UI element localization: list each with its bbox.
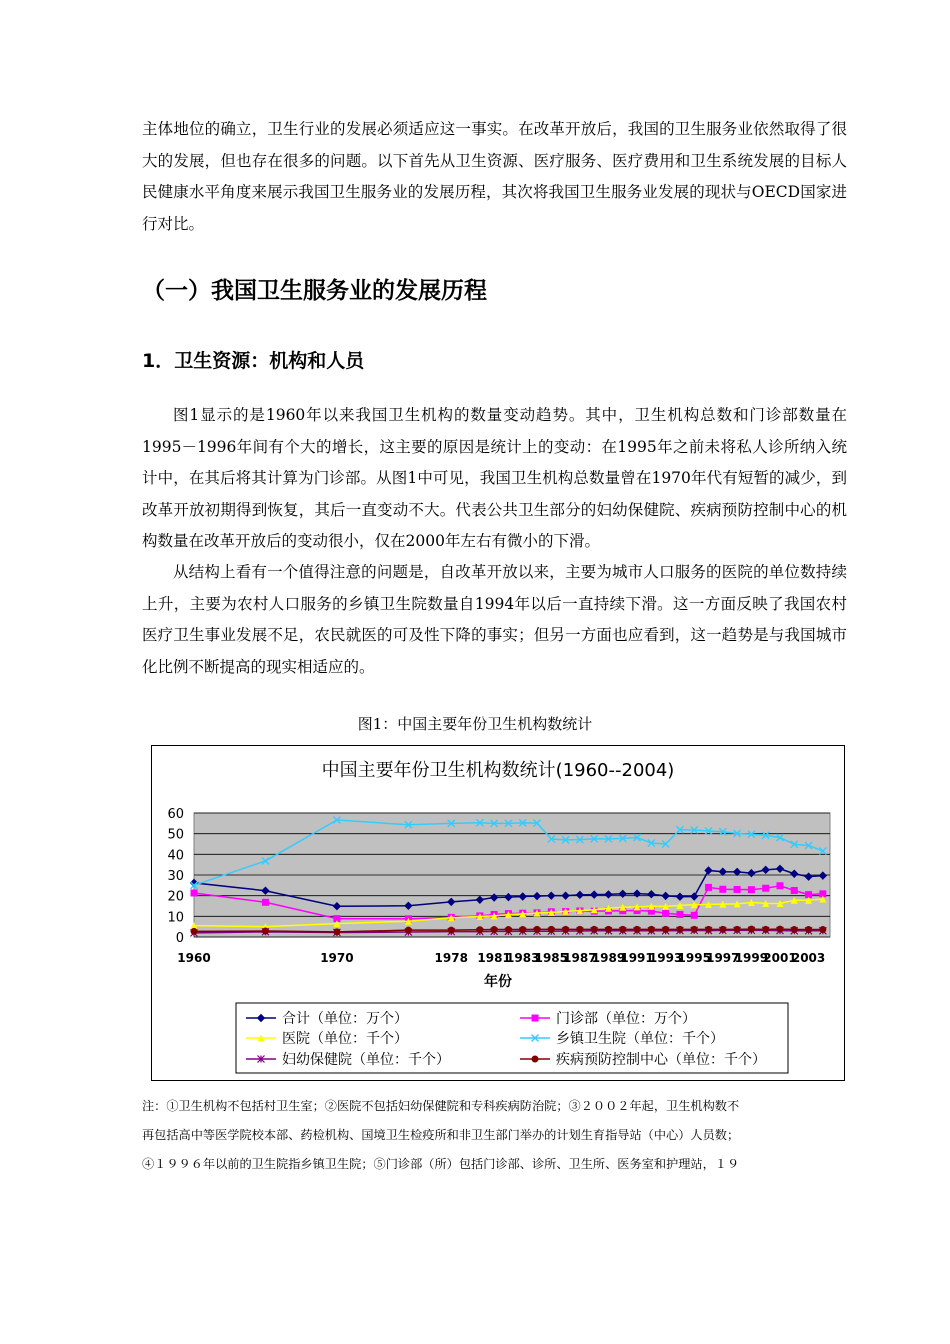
- data-point: [634, 926, 641, 933]
- note-line-1: 注：①卫生机构不包括村卫生室；②医院不包括妇幼保健院和专科疾病防治院；③２００２年起，卫生机构数不: [142, 1099, 740, 1113]
- data-point: [705, 926, 712, 933]
- chart-title: 中国主要年份卫生机构数统计(1960--2004): [321, 760, 675, 781]
- x-tick-label: 1970: [320, 951, 354, 965]
- section-heading: （一）我国卫生服务业的发展历程: [142, 278, 487, 304]
- data-point: [576, 926, 583, 933]
- data-point: [534, 926, 541, 933]
- data-point: [505, 926, 512, 933]
- y-tick-label: 10: [167, 910, 184, 926]
- legend-label: 合计（单位：万个）: [282, 1011, 408, 1027]
- x-tick-label: 1978: [434, 951, 468, 965]
- data-point: [776, 926, 783, 933]
- x-tick-label: 1987: [563, 951, 597, 965]
- data-point: [648, 926, 655, 933]
- x-tick-label: 1985: [534, 951, 569, 965]
- data-point: [748, 926, 755, 933]
- figure-caption: 图1：中国主要年份卫生机构数统计: [357, 715, 593, 733]
- x-tick-label: 1981: [477, 951, 511, 965]
- data-point: [719, 886, 726, 893]
- x-tick-label: 2001: [763, 951, 797, 965]
- data-point: [519, 926, 526, 933]
- data-point: [676, 926, 683, 933]
- x-tick-label: 2003: [791, 951, 826, 965]
- legend-label: 妇幼保健院（单位：千个）: [282, 1052, 450, 1068]
- data-point: [191, 928, 198, 935]
- data-point: [491, 926, 498, 933]
- data-point: [333, 928, 340, 935]
- data-point: [734, 886, 741, 893]
- data-point: [705, 884, 712, 891]
- y-tick-label: 20: [167, 889, 184, 905]
- data-point: [776, 882, 783, 889]
- data-point: [662, 910, 669, 917]
- data-point: [262, 928, 269, 935]
- x-tick-label: 1993: [648, 951, 683, 965]
- data-point: [791, 926, 798, 933]
- data-point: [762, 926, 769, 933]
- x-tick-label: 1983: [506, 951, 540, 965]
- y-tick-label: 60: [167, 807, 184, 822]
- data-point: [819, 926, 826, 933]
- data-point: [619, 926, 626, 933]
- data-point: [719, 926, 726, 933]
- note-line-2: 再包括高中等医学院校本部、药检机构、国境卫生检疫所和非卫生部门举办的计划生育指导站（中心）人员数；: [142, 1128, 740, 1142]
- data-point: [562, 926, 569, 933]
- note-line-3: ④１９９６年以前的卫生院指乡镇卫生院；⑤门诊部（所）包括门诊部、诊所、卫生所、医务室和护理站，１９: [142, 1157, 740, 1171]
- x-tick-label: 1991: [620, 951, 654, 965]
- figure-notes: [142, 1092, 854, 1179]
- data-point: [762, 885, 769, 892]
- body-paragraph-1: 图1显示的是1960年以来我国卫生机构的数量变动趋势。其中，卫生机构总数和门诊部数量在1995－1996年间有个大的增长，这主要的原因是统计上的变动：在1995年之前未将私人诊所纳入统计中，在其后将其计算为门诊部。从图1中可见，我国卫生机构总数量曾在1970年代有短暂的减少，到改革开放初期得到恢复，其后一直变动不大。代表公共卫生部分的妇幼保健院、疾病预防控制中心的机构数量在改革开放后的变动很小，仅在2000年左右有微小的下滑。: [142, 406, 847, 550]
- y-tick-label: 0: [175, 931, 184, 946]
- subsection-heading: 1．卫生资源：机构和人员: [142, 350, 365, 372]
- legend-label: 医院（单位：千个）: [282, 1031, 408, 1047]
- legend-marker: [532, 1056, 539, 1063]
- data-point: [605, 926, 612, 933]
- x-tick-label: 1999: [734, 951, 769, 965]
- legend-marker: [532, 1015, 539, 1022]
- y-tick-label: 30: [167, 869, 184, 884]
- data-point: [448, 927, 455, 934]
- x-tick-label: 1960: [177, 951, 211, 965]
- x-tick-label: 1995: [677, 951, 711, 965]
- x-tick-label: 1997: [706, 951, 740, 965]
- data-point: [262, 899, 269, 906]
- data-point: [691, 926, 698, 933]
- y-tick-label: 50: [167, 827, 184, 843]
- x-axis-label: 年份: [484, 974, 512, 990]
- data-point: [805, 926, 812, 933]
- intro-paragraph: 主体地位的确立，卫生行业的发展必须适应这一事实。在改革开放后，我国的卫生服务业依然取得了很大的发展，但也存在很多的问题。以下首先从卫生资源、医疗服务、医疗费用和卫生系统发展的目标人民健康水平角度来展示我国卫生服务业的发展历程，其次将我国卫生服务业发展的现状与OECD国家进行对比。: [142, 120, 847, 233]
- data-point: [548, 926, 555, 933]
- data-point: [691, 912, 698, 919]
- data-point: [734, 926, 741, 933]
- data-point: [476, 926, 483, 933]
- legend-label: 门诊部（单位：万个）: [556, 1011, 696, 1027]
- body-paragraph-2: 从结构上看有一个值得注意的问题是，自改革开放以来，主要为城市人口服务的医院的单位数持续上升，主要为农村人口服务的乡镇卫生院数量自1994年以后一直持续下滑。这一方面反映了我国农村医疗卫生事业发展不足，农民就医的可及性下降的事实；但另一方面也应看到，这一趋势是与我国城市化比例不断提高的现实相适应的。: [142, 563, 847, 676]
- data-point: [791, 887, 798, 894]
- data-point: [748, 886, 755, 893]
- data-point: [405, 927, 412, 934]
- legend-label: 疾病预防控制中心（单位：千个）: [556, 1052, 766, 1068]
- x-tick-label: 1989: [591, 951, 626, 965]
- chart-frame: [151, 745, 845, 1081]
- y-tick-label: 40: [167, 848, 184, 864]
- data-point: [662, 926, 669, 933]
- legend-label: 乡镇卫生院（单位：千个）: [556, 1031, 724, 1047]
- data-point: [591, 926, 598, 933]
- data-point: [191, 889, 198, 896]
- line-chart: [152, 746, 844, 1080]
- data-point: [676, 911, 683, 918]
